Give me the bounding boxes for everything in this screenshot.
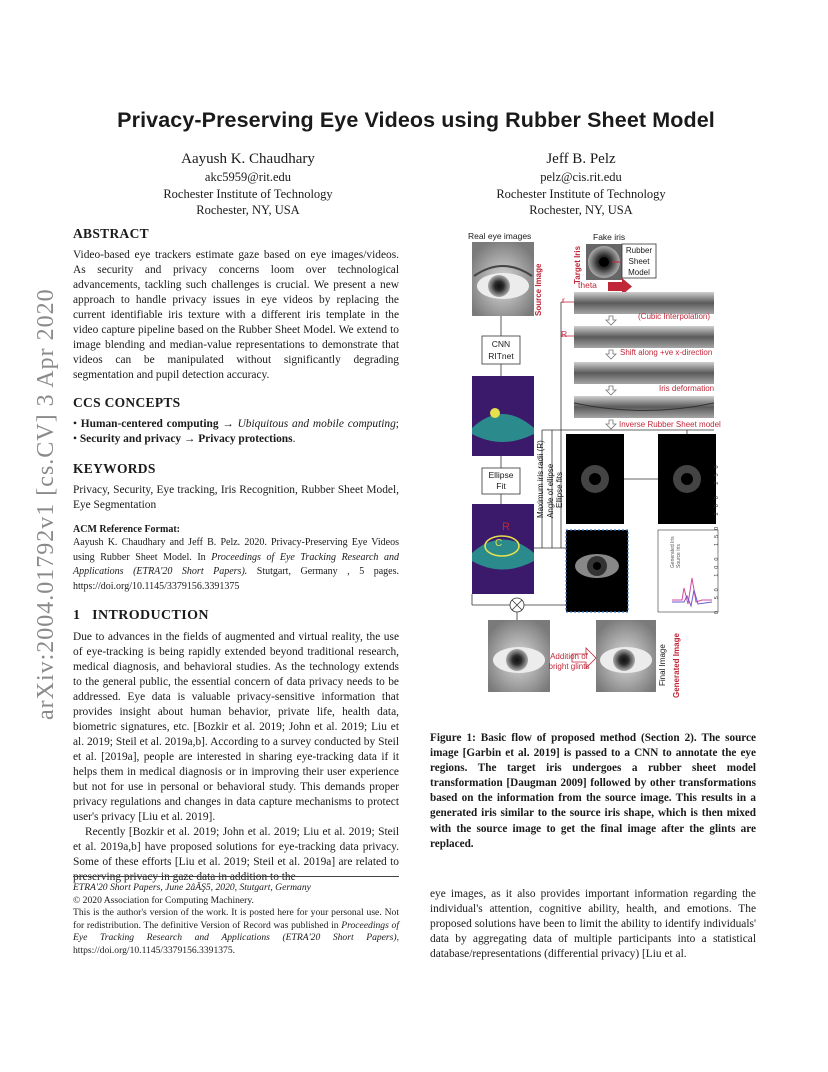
ccs-item1-sub: Ubiquitous and mobile computing bbox=[237, 418, 396, 430]
iris-strip-1 bbox=[574, 292, 714, 314]
label-iris-deformation: Iris deformation bbox=[659, 384, 715, 393]
section-title: INTRODUCTION bbox=[92, 608, 209, 623]
abstract-heading: ABSTRACT bbox=[73, 226, 149, 241]
paper-title: Privacy-Preserving Eye Videos using Rubber Sheet Model bbox=[117, 108, 715, 132]
label-source-image: Source Image bbox=[534, 263, 543, 316]
arxiv-id: arXiv:2004.01792v1 [cs.CV] 3 Apr 2020 bbox=[33, 288, 59, 720]
intro-paragraph-1: Due to advances in the fields of augmented and virtual reality, the use of eye-tracking is being rapidly extended beyond traditional research, medical diagnosis, and behavioral studies. As the technology extends to the general public, the essential concern of data privacy needs to be addressed. Eye data is valuable privacy-sensitive information that provides insight about human behavior, private life, health data, biometric signatures, etc. [Bozkir et al. 2019; John et al. 2019; Liu et al. 2019; Steil et al. 2019a,b]. According to a survey conducted by Steil et al. [2019a], people are interested in sharing eye-tracking data if it helps them in medical diagnosis or in improving their user experience but not for use in personal or behavioral study. This demands proper privacy regulations and changes in data capture mechanisms to protect user's privacy [Liu et al. 2019]. bbox=[73, 631, 399, 823]
keywords-heading: KEYWORDS bbox=[73, 461, 156, 476]
label-inverse-rsm: Inverse Rubber Sheet model bbox=[619, 420, 721, 429]
intro-heading bbox=[73, 608, 399, 624]
acm-ref-text bbox=[73, 536, 399, 594]
ccs-item2-sub: Privacy protections bbox=[198, 433, 293, 445]
author-location: Rochester, NY, USA bbox=[529, 203, 633, 217]
intro-paragraph-2: Recently [Bozkir et al. 2019; John et al. 2019; Liu et al. 2019; Steil et al. 2019a,b] have proposed solutions for eye-tracking data privacy. Some of these efforts [Liu et al. 2019; Steil et al. 2019a] are related to preserving privacy in gaze data in addition to the bbox=[73, 826, 399, 883]
label-target-iris: Target Iris bbox=[573, 245, 582, 284]
label-fake-iris: Fake iris bbox=[593, 232, 626, 242]
ccs-item1: Human-centered computing bbox=[80, 418, 219, 430]
author-2 bbox=[431, 150, 731, 219]
footnote bbox=[73, 882, 399, 957]
ccs-arrow-2: → bbox=[183, 433, 196, 445]
author-email: pelz@cis.rit.edu bbox=[540, 170, 622, 184]
author-affiliation: Rochester Institute of Technology bbox=[163, 186, 333, 201]
histogram-axis: 0 50 100 150 200 250 bbox=[714, 460, 720, 614]
label-seg-C: C bbox=[495, 538, 503, 549]
footnote-notice-a: This is the author's version of the work. It is posted here for your personal use. Not for redistribution. The definitive Version of Record was published in bbox=[73, 907, 399, 931]
author-location: Rochester, NY, USA bbox=[196, 203, 300, 217]
acm-ref-heading: ACM Reference Format: bbox=[73, 524, 180, 535]
label-final-image: Final Image bbox=[658, 644, 667, 686]
iris-strip-3 bbox=[574, 362, 714, 384]
iris-strip-2 bbox=[574, 326, 714, 348]
footnote-venue: ETRA'20 Short Papers, June 2âĂŞ5, 2020, Stutgart, Germany bbox=[73, 882, 311, 893]
author-name: Jeff B. Pelz bbox=[546, 151, 616, 167]
label-ellipse-fits: Ellipse fits bbox=[555, 471, 564, 508]
arxiv-sidebar bbox=[0, 0, 60, 1072]
left-column bbox=[73, 226, 399, 885]
figure-caption: Figure 1: Basic flow of proposed method (Section 2). The source image [Garbin et al. 2019] is passed to a CNN to annotate the eye regions. The target iris undergoes a rubber sheet model transformation [Daugman 2009] followed by other transformations based on the information from the source image. This results in a generated iris similar to the source iris shape, which is then mixed with the source image to get the final image after the glints are replaced. bbox=[430, 732, 756, 850]
acm-ref-proceedings: Proceedings of Eye Tracking Research and Applications (ETRA'20 Short Papers). bbox=[73, 551, 399, 577]
figure-1 bbox=[462, 228, 762, 718]
label-cnn: CNN RITnet bbox=[488, 339, 514, 361]
keywords-text: Privacy, Security, Eye tracking, Iris Recognition, Rubber Sheet Model, Eye Segmentation bbox=[73, 484, 399, 511]
ccs-text: • Human-centered computing → Ubiquitous and mobile computing; • Security and privacy → Privacy protections. bbox=[73, 418, 399, 445]
right-column-text: eye images, as it also provides important information regarding the individual's attention, cognitive ability, health, and emotions. The proposed solutions have been to limit the ability to identify individuals' data by aggregating data of multiple participants into a statistical database/representations (differential privacy) [Liu et al. bbox=[430, 888, 756, 960]
section-number: 1 bbox=[73, 608, 81, 623]
label-R: R bbox=[561, 329, 568, 339]
ccs-arrow: → bbox=[222, 418, 234, 430]
abstract-text: Video-based eye trackers estimate gaze based on eye images/videos. As security and privacy concerns loom over technological advancements, tackling such challenges is crucial. We present a new approach to handle privacy issues in eye videos by replacing the current identifiable iris texture with a different iris template in the video capture pipeline based on the Rubber Sheet Model. We extend to image blending and median-value representations to demonstrate that videos can be manipulated without significantly degrading segmentation and pupil detection accuracy. bbox=[73, 249, 399, 381]
footnote-notice-b: , https://doi.org/10.1145/3379156.3391375. bbox=[73, 932, 399, 956]
acm-ref-part-b: Stutgart, Germany , 5 pages. https://doi.org/10.1145/3379156.3391375 bbox=[73, 566, 399, 592]
label-ellipse-fit: Ellipse Fit bbox=[488, 470, 514, 491]
label-addition-glints: Addition of bright glints bbox=[548, 652, 590, 671]
label-cubic: (Cubic Interpolation) bbox=[638, 312, 711, 321]
label-r: r bbox=[562, 295, 565, 305]
author-name: Aayush K. Chaudhary bbox=[181, 151, 315, 167]
label-generated-image: Generated Image bbox=[672, 633, 681, 698]
author-1 bbox=[98, 150, 398, 219]
label-shift: Shift along +ve x-direction bbox=[620, 348, 713, 357]
ccs-item2: Security and privacy bbox=[79, 433, 182, 445]
footnote-copyright: © 2020 Association for Computing Machinery. bbox=[73, 894, 254, 906]
author-affiliation: Rochester Institute of Technology bbox=[496, 186, 666, 201]
footnote-notice bbox=[73, 907, 399, 957]
label-real-eye: Real eye images bbox=[468, 231, 532, 241]
author-email: akc5959@rit.edu bbox=[204, 170, 292, 184]
label-seg-R: R bbox=[502, 521, 510, 533]
acm-ref-part-a: Aayush K. Chaudhary and Jeff B. Pelz. 2020. Privacy-Preserving Eye Videos using Rubber Sheet Model. In bbox=[73, 537, 399, 563]
footnote-proceedings: Proceedings of Eye Tracking Research and Applications (ETRA'20 Short Papers) bbox=[73, 919, 399, 943]
label-angle-ellipse: Angle of ellipse bbox=[546, 463, 555, 518]
histogram-legend: Generated Iris Source Iris bbox=[670, 536, 682, 568]
ccs-heading: CCS CONCEPTS bbox=[73, 395, 181, 410]
label-theta: theta bbox=[578, 280, 597, 290]
label-max-iris-radii: Maximum iris radii (R) bbox=[536, 440, 545, 518]
source-eye-iris bbox=[488, 275, 510, 297]
label-rubber-sheet: Rubber Sheet Model bbox=[625, 246, 653, 277]
footnote-rule bbox=[73, 876, 399, 877]
